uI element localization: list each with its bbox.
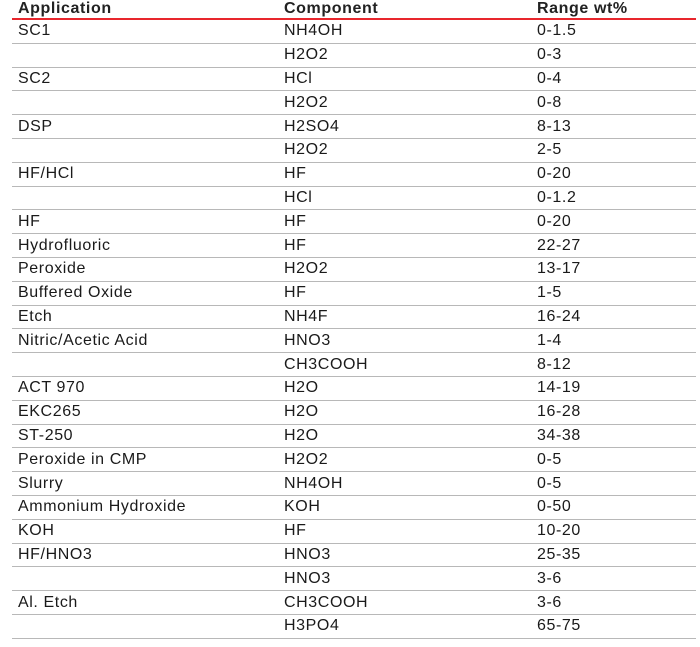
cell-range: 22-27 xyxy=(537,236,581,254)
header-component: Component xyxy=(284,0,379,17)
cell-application: HF/HNO3 xyxy=(18,545,93,563)
table-header xyxy=(12,0,696,20)
cell-application: Slurry xyxy=(18,474,64,492)
cell-application: EKC265 xyxy=(18,403,82,421)
cell-component: H2SO4 xyxy=(284,117,340,135)
cell-range: 1-4 xyxy=(537,331,562,349)
cell-application: ST-250 xyxy=(18,426,74,444)
table-row xyxy=(12,591,696,615)
cell-range: 0-8 xyxy=(537,93,562,111)
cell-range: 3-6 xyxy=(537,593,562,611)
cell-application: ACT 970 xyxy=(18,379,86,397)
cell-component: H2O xyxy=(284,426,319,444)
cell-component: HNO3 xyxy=(284,331,331,349)
header-application: Application xyxy=(18,0,112,17)
table-row xyxy=(12,353,696,377)
cell-component: NH4F xyxy=(284,307,329,325)
cell-application: Peroxide xyxy=(18,260,86,278)
cell-application: Nitric/Acetic Acid xyxy=(18,331,148,349)
table-row xyxy=(12,306,696,330)
table-row xyxy=(12,258,696,282)
cell-component: H2O2 xyxy=(284,46,329,64)
table-row xyxy=(12,448,696,472)
table-row xyxy=(12,44,696,68)
cell-range: 14-19 xyxy=(537,379,581,397)
cell-range: 25-35 xyxy=(537,545,581,563)
header-range: Range wt% xyxy=(537,0,628,17)
cell-application: SC1 xyxy=(18,22,51,40)
cell-range: 16-28 xyxy=(537,403,581,421)
cell-range: 65-75 xyxy=(537,617,581,635)
table-row xyxy=(12,472,696,496)
table-row xyxy=(12,163,696,187)
table-row xyxy=(12,68,696,92)
cell-range: 0-50 xyxy=(537,498,572,516)
cell-range: 0-20 xyxy=(537,165,572,183)
chemical-table xyxy=(12,0,696,639)
cell-range: 0-3 xyxy=(537,46,562,64)
cell-range: 2-5 xyxy=(537,141,562,159)
cell-range: 8-13 xyxy=(537,117,572,135)
cell-range: 34-38 xyxy=(537,426,581,444)
table-row xyxy=(12,425,696,449)
table-row xyxy=(12,615,696,639)
cell-component: H3PO4 xyxy=(284,617,340,635)
cell-application: Buffered Oxide xyxy=(18,284,133,302)
cell-component: HF xyxy=(284,522,307,540)
cell-application: Hydrofluoric xyxy=(18,236,111,254)
cell-component: HF xyxy=(284,284,307,302)
cell-range: 13-17 xyxy=(537,260,581,278)
cell-component: H2O2 xyxy=(284,93,329,111)
cell-component: NH4OH xyxy=(284,22,344,40)
cell-range: 10-20 xyxy=(537,522,581,540)
table-row xyxy=(12,234,696,258)
cell-range: 0-4 xyxy=(537,69,562,87)
table-row xyxy=(12,329,696,353)
table-row xyxy=(12,139,696,163)
cell-component: HF xyxy=(284,236,307,254)
table-row xyxy=(12,187,696,211)
table-row xyxy=(12,377,696,401)
cell-component: H2O xyxy=(284,403,319,421)
cell-component: CH3COOH xyxy=(284,355,369,373)
cell-range: 0-1.5 xyxy=(537,22,577,40)
cell-range: 3-6 xyxy=(537,569,562,587)
table-row xyxy=(12,20,696,44)
cell-application: Etch xyxy=(18,307,53,325)
cell-component: H2O xyxy=(284,379,319,397)
cell-component: H2O2 xyxy=(284,260,329,278)
cell-application: KOH xyxy=(18,522,55,540)
cell-component: HNO3 xyxy=(284,545,331,563)
cell-application: DSP xyxy=(18,117,53,135)
cell-range: 0-20 xyxy=(537,212,572,230)
cell-component: HF xyxy=(284,212,307,230)
cell-component: HNO3 xyxy=(284,569,331,587)
table-row xyxy=(12,210,696,234)
table-body xyxy=(12,20,696,639)
cell-component: HCl xyxy=(284,69,313,87)
cell-range: 0-5 xyxy=(537,474,562,492)
table-row xyxy=(12,115,696,139)
cell-range: 0-1.2 xyxy=(537,188,577,206)
table-row xyxy=(12,520,696,544)
cell-component: CH3COOH xyxy=(284,593,369,611)
cell-component: HCl xyxy=(284,188,313,206)
cell-range: 1-5 xyxy=(537,284,562,302)
cell-range: 0-5 xyxy=(537,450,562,468)
cell-component: KOH xyxy=(284,498,321,516)
table-row xyxy=(12,282,696,306)
cell-application: HF xyxy=(18,212,41,230)
cell-component: H2O2 xyxy=(284,450,329,468)
cell-component: HF xyxy=(284,165,307,183)
cell-application: SC2 xyxy=(18,69,51,87)
table-row xyxy=(12,91,696,115)
cell-application: HF/HCl xyxy=(18,165,75,183)
cell-range: 8-12 xyxy=(537,355,572,373)
table-row xyxy=(12,544,696,568)
cell-application: Peroxide in CMP xyxy=(18,450,148,468)
cell-application: Ammonium Hydroxide xyxy=(18,498,187,516)
cell-range: 16-24 xyxy=(537,307,581,325)
cell-component: NH4OH xyxy=(284,474,344,492)
table-row xyxy=(12,401,696,425)
cell-application: Al. Etch xyxy=(18,593,78,611)
table-row xyxy=(12,496,696,520)
table-row xyxy=(12,567,696,591)
cell-component: H2O2 xyxy=(284,141,329,159)
